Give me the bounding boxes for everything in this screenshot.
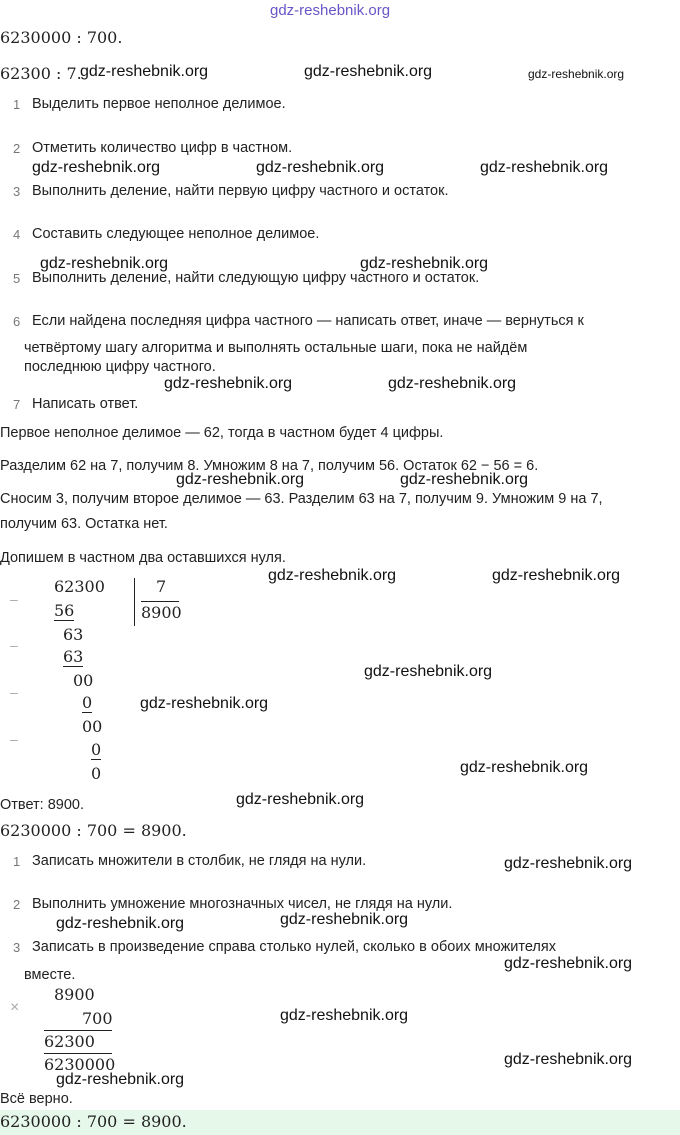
explanation-line: Первое неполное делимое — 62, тогда в частном будет 4 цифры.: [0, 425, 444, 441]
step-text: Выделить первое неполное делимое.: [32, 96, 286, 112]
watermark: gdz-reshebnik.org: [360, 255, 489, 272]
watermark: gdz-reshebnik.org: [140, 695, 269, 712]
watermark: gdz-reshebnik.org: [400, 471, 529, 488]
minus-sign: –: [10, 684, 18, 700]
step-number: 3: [13, 940, 21, 955]
minus-sign: –: [10, 637, 18, 653]
step-text: Составить следующее неполное делимое.: [32, 226, 320, 242]
watermark: gdz-reshebnik.org: [236, 791, 365, 808]
watermark: gdz-reshebnik.org: [40, 255, 169, 272]
subtrahend: 63: [63, 647, 84, 666]
divisor: 7: [156, 577, 167, 596]
divisor-line: [141, 601, 179, 602]
step-text-cont: вместе.: [24, 967, 76, 983]
step-text: Выполнить умножение многозначных чисел, не глядя на нули.: [32, 896, 453, 912]
watermark: gdz-reshebnik.org: [32, 159, 161, 176]
watermark: gdz-reshebnik.org: [504, 955, 633, 972]
subtrahend: 0: [91, 740, 102, 759]
step-text: Выполнить деление, найти следующую цифру частного и остаток.: [32, 270, 480, 286]
watermark: gdz-reshebnik.org: [388, 375, 517, 392]
watermark-top: gdz-reshebnik.org: [270, 2, 391, 19]
step-text: Записать в произведение справа столько нулей, сколько в обоих множителях: [32, 939, 556, 955]
division-bar: [134, 578, 135, 626]
problem-expression: 6230000 : 700.: [0, 28, 123, 47]
minus-sign: –: [10, 591, 18, 607]
subtrahend: 0: [82, 693, 93, 712]
watermark: gdz-reshebnik.org: [164, 375, 293, 392]
factor: 700: [82, 1009, 113, 1028]
watermark: gdz-reshebnik.org: [268, 567, 397, 584]
step-text: Написать ответ.: [32, 396, 139, 412]
multiply-sign: ×: [10, 999, 20, 1016]
quotient: 8900: [141, 603, 182, 622]
watermark: gdz-reshebnik.org: [256, 159, 385, 176]
step-number: 3: [13, 184, 21, 199]
step-number: 6: [13, 314, 21, 329]
factor: 8900: [54, 985, 95, 1004]
step-number: 2: [13, 897, 21, 912]
partial-product: 62300: [44, 1032, 95, 1051]
watermark: gdz-reshebnik.org: [492, 567, 621, 584]
check-text: Всё верно.: [0, 1091, 73, 1107]
step-text-cont: последнюю цифру частного.: [24, 359, 216, 375]
minus-sign: –: [10, 731, 18, 747]
step-text: Записать множители в столбик, не глядя на нули.: [32, 853, 367, 869]
answer: Ответ: 8900.: [0, 797, 85, 813]
dividend: 62300: [54, 577, 105, 596]
step-text: Выполнить деление, найти первую цифру частного и остаток.: [32, 183, 449, 199]
step-number: 1: [13, 854, 21, 869]
remainder: 0: [91, 764, 102, 783]
watermark: gdz-reshebnik.org: [528, 67, 625, 81]
subtrahend: 56: [54, 601, 75, 620]
watermark: gdz-reshebnik.org: [480, 159, 609, 176]
multiply-line: [44, 1030, 112, 1031]
watermark: gdz-reshebnik.org: [176, 471, 305, 488]
watermark: gdz-reshebnik.org: [304, 63, 433, 80]
reduced-expression: 62300 : 7.: [0, 64, 82, 83]
step-text: Отметить количество цифр в частном.: [32, 140, 293, 156]
explanation-line: получим 63. Остатка нет.: [0, 516, 168, 532]
watermark: gdz-reshebnik.org: [504, 855, 633, 872]
partial-dividend: 63: [63, 625, 84, 644]
explanation-line: Сносим 3, получим второе делимое — 63. Разделим 63 на 7, получим 9. Умножим 9 на 7,: [0, 491, 603, 507]
watermark: gdz-reshebnik.org: [56, 915, 185, 932]
final-equation: 6230000 : 700 = 8900.: [0, 1112, 187, 1131]
step-number: 7: [13, 397, 21, 412]
result-equation: 6230000 : 700 = 8900.: [0, 821, 187, 840]
watermark: gdz-reshebnik.org: [504, 1051, 633, 1068]
watermark: gdz-reshebnik.org: [280, 911, 409, 928]
watermark: gdz-reshebnik.org: [460, 759, 589, 776]
partial-dividend: 00: [82, 717, 103, 736]
product-line: [44, 1053, 112, 1054]
watermark: gdz-reshebnik.org: [280, 1007, 409, 1024]
explanation-line: Разделим 62 на 7, получим 8. Умножим 8 на 7, получим 56. Остаток 62 − 56 = 6.: [0, 458, 539, 474]
explanation-line: Допишем в частном два оставшихся нуля.: [0, 550, 286, 566]
step-text-cont: четвёртому шагу алгоритма и выполнять остальные шаги, пока не найдём: [24, 340, 528, 356]
watermark: gdz-reshebnik.org: [80, 63, 209, 80]
product: 6230000: [44, 1055, 116, 1074]
step-number: 5: [13, 271, 21, 286]
watermark: gdz-reshebnik.org: [364, 663, 493, 680]
step-number: 1: [13, 97, 21, 112]
step-text: Если найдена последняя цифра частного — написать ответ, иначе — вернуться к: [32, 313, 584, 329]
partial-dividend: 00: [73, 671, 94, 690]
step-number: 4: [13, 227, 21, 242]
step-number: 2: [13, 141, 21, 156]
watermark: gdz-reshebnik.org: [56, 1071, 185, 1088]
